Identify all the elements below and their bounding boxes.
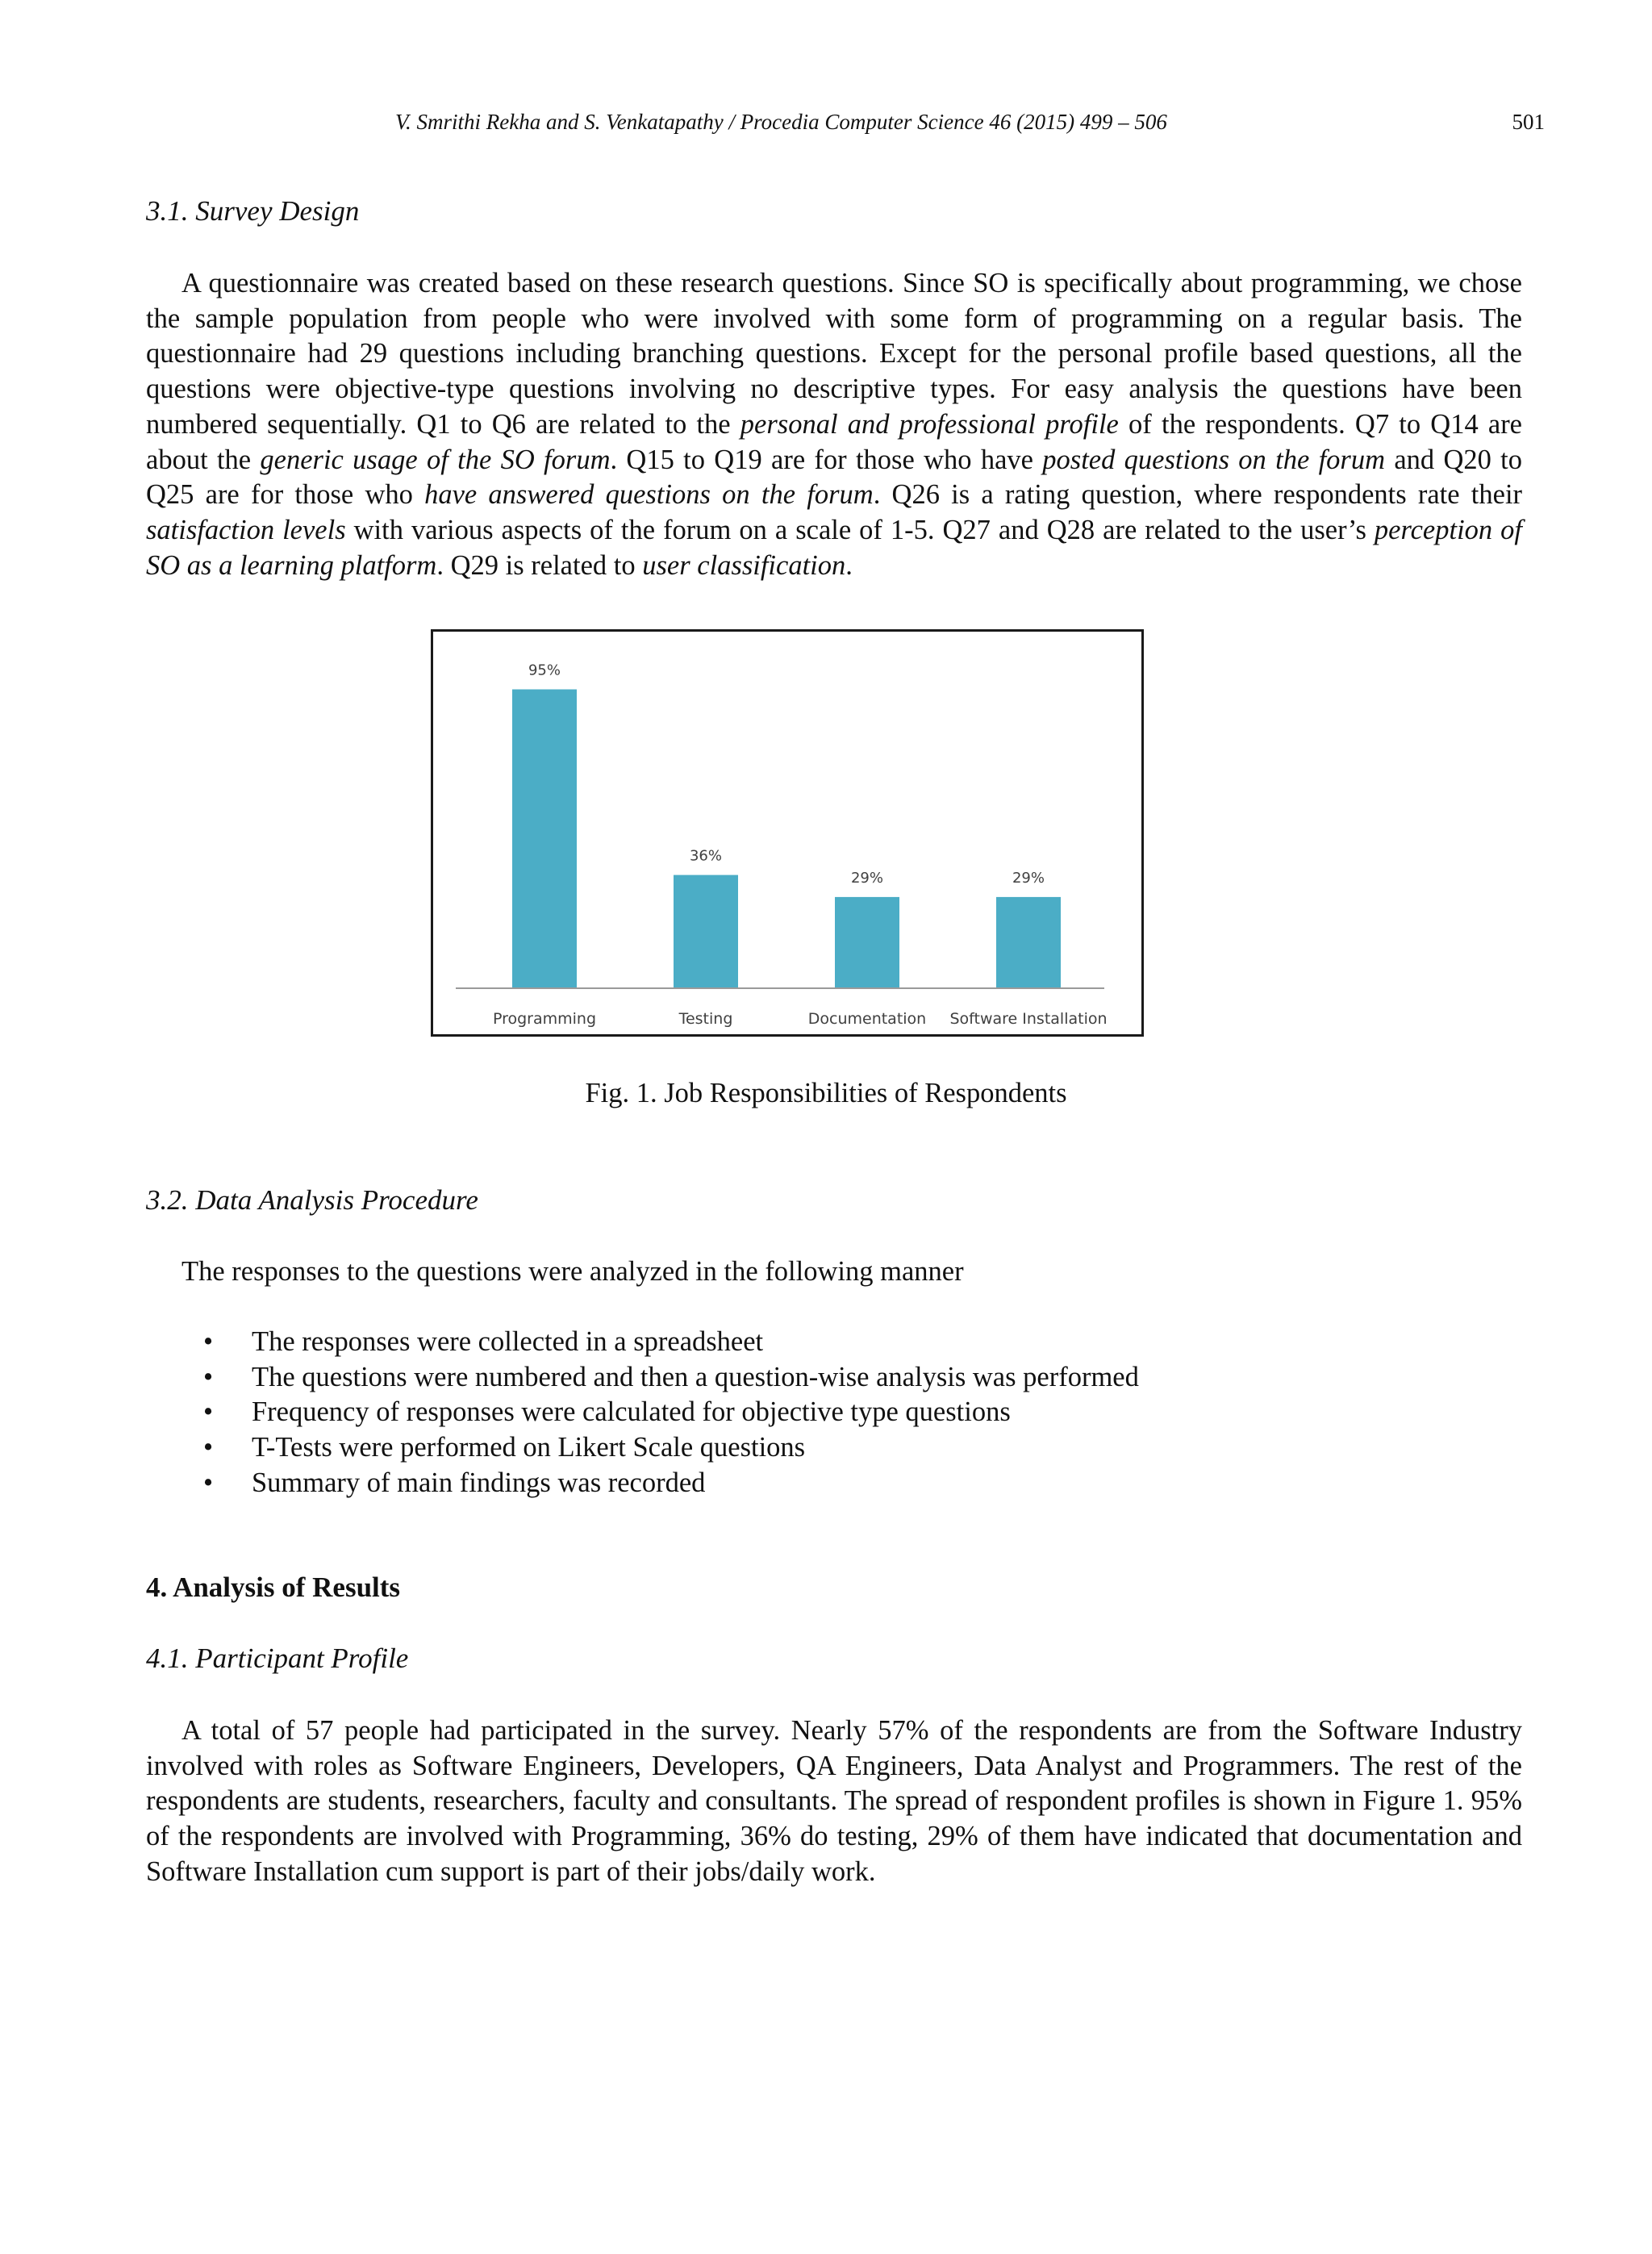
text-run: and Q20 to Q25 are for those who <box>146 444 1523 511</box>
participant-profile-paragraph: A total of 57 people had participated in the survey. Nearly 57% of the respondents are from the Software Industry involved with roles as Software Engineers, Developers, QA Engineers, Data Analyst and Programmers. The rest of the respondents are students, researchers, faculty and consultants. The spread of respondent profiles is shown in Figure 1. 95% of the respondents are involved with Programming, 36% do testing, 29% of them have indicated that documentation and Software Installation cum support is part of their jobs/daily work. <box>146 1715 1522 1887</box>
category-label-2: Documentation <box>807 1010 927 1028</box>
emphasis-phrase: have answered questions on the forum <box>424 479 874 511</box>
text-run: of the respondents. Q7 to Q14 are about the <box>146 408 1522 475</box>
running-header: V. Smrithi Rekha and S. Venkatapathy / Procedia Computer Science 46 (2015) 499 – 506 <box>395 110 1167 134</box>
bullet-dot-icon: • <box>203 1361 214 1392</box>
emphasis-phrase: satisfaction levels <box>146 514 346 545</box>
emphasis-phrase: perception of SO as a learning platform <box>146 514 1522 581</box>
data-label-1: 36% <box>689 847 723 865</box>
text-run: with various aspects of the forum on a scale of 1-5. Q27 and Q28 are related to the user’s <box>345 514 1375 545</box>
text-run: . Q29 is related to <box>436 549 643 581</box>
text-run: A questionnaire was created based on these research questions. Since SO is specifically about programming, we chose the sample population from people who were involved with some form of programming on a regular basis. The questionnaire had 29 questions including branching questions. Except for the personal profile based questions, all the questions were objective-type questions involving no descriptive types. For easy analysis the questions have been numbered sequentially. Q1 to Q6 are related to the <box>146 268 1522 440</box>
figure-caption: Fig. 1. Job Responsibilities of Respondents <box>585 1078 1067 1108</box>
category-label-0: Programming <box>492 1010 597 1028</box>
survey-design-paragraph <box>146 266 1522 583</box>
list-item-text: Summary of main findings was recorded <box>252 1467 706 1498</box>
emphasis-phrase: generic usage of the SO forum <box>260 444 611 475</box>
emphasis-phrase: personal and professional profile <box>740 408 1119 440</box>
page-number: 501 <box>1512 110 1545 134</box>
section-heading-data-analysis: 3.2. Data Analysis Procedure <box>146 1184 478 1216</box>
data-analysis-intro: The responses to the questions were analyzed in the following manner <box>181 1256 964 1287</box>
bar-2 <box>835 897 899 988</box>
text-run: . Q15 to Q19 are for those who have <box>610 444 1043 475</box>
bar-0 <box>512 690 577 989</box>
emphasis-phrase: user classification <box>642 549 846 581</box>
bar-1 <box>674 875 738 988</box>
section-heading-participant-profile: 4.1. Participant Profile <box>146 1642 409 1674</box>
data-label-2: 29% <box>850 869 884 887</box>
text-run: . <box>845 549 853 581</box>
list-item <box>146 1395 1139 1430</box>
list-item-text: T-Tests were performed on Likert Scale questions <box>252 1432 806 1463</box>
analysis-steps-list <box>146 1325 1139 1501</box>
list-item <box>146 1430 1139 1466</box>
list-item <box>146 1360 1139 1396</box>
text-run: . Q26 is a rating question, where respondents rate their <box>873 479 1523 511</box>
section-heading-analysis-results: 4. Analysis of Results <box>146 1572 401 1603</box>
list-item-text: Frequency of responses were calculated for objective type questions <box>252 1396 1011 1428</box>
list-item <box>146 1325 1139 1360</box>
list-item-text: The responses were collected in a spreadsheet <box>252 1326 764 1357</box>
section-heading-survey-design: 3.1. Survey Design <box>146 195 360 227</box>
bar-chart-svg <box>433 632 1141 1034</box>
list-item-text: The questions were numbered and then a question-wise analysis was performed <box>252 1361 1139 1392</box>
job-responsibilities-chart <box>431 629 1144 1037</box>
bullet-dot-icon: • <box>203 1326 214 1357</box>
category-label-3: Software Installation <box>949 1010 1108 1028</box>
category-label-1: Testing <box>678 1010 733 1028</box>
bullet-dot-icon: • <box>203 1396 214 1428</box>
data-label-3: 29% <box>1012 869 1045 887</box>
bullet-dot-icon: • <box>203 1432 214 1463</box>
bar-3 <box>996 897 1061 988</box>
emphasis-phrase: posted questions on the forum <box>1042 444 1386 475</box>
data-label-0: 95% <box>528 662 561 679</box>
bullet-dot-icon: • <box>203 1467 214 1498</box>
list-item <box>146 1466 1139 1501</box>
